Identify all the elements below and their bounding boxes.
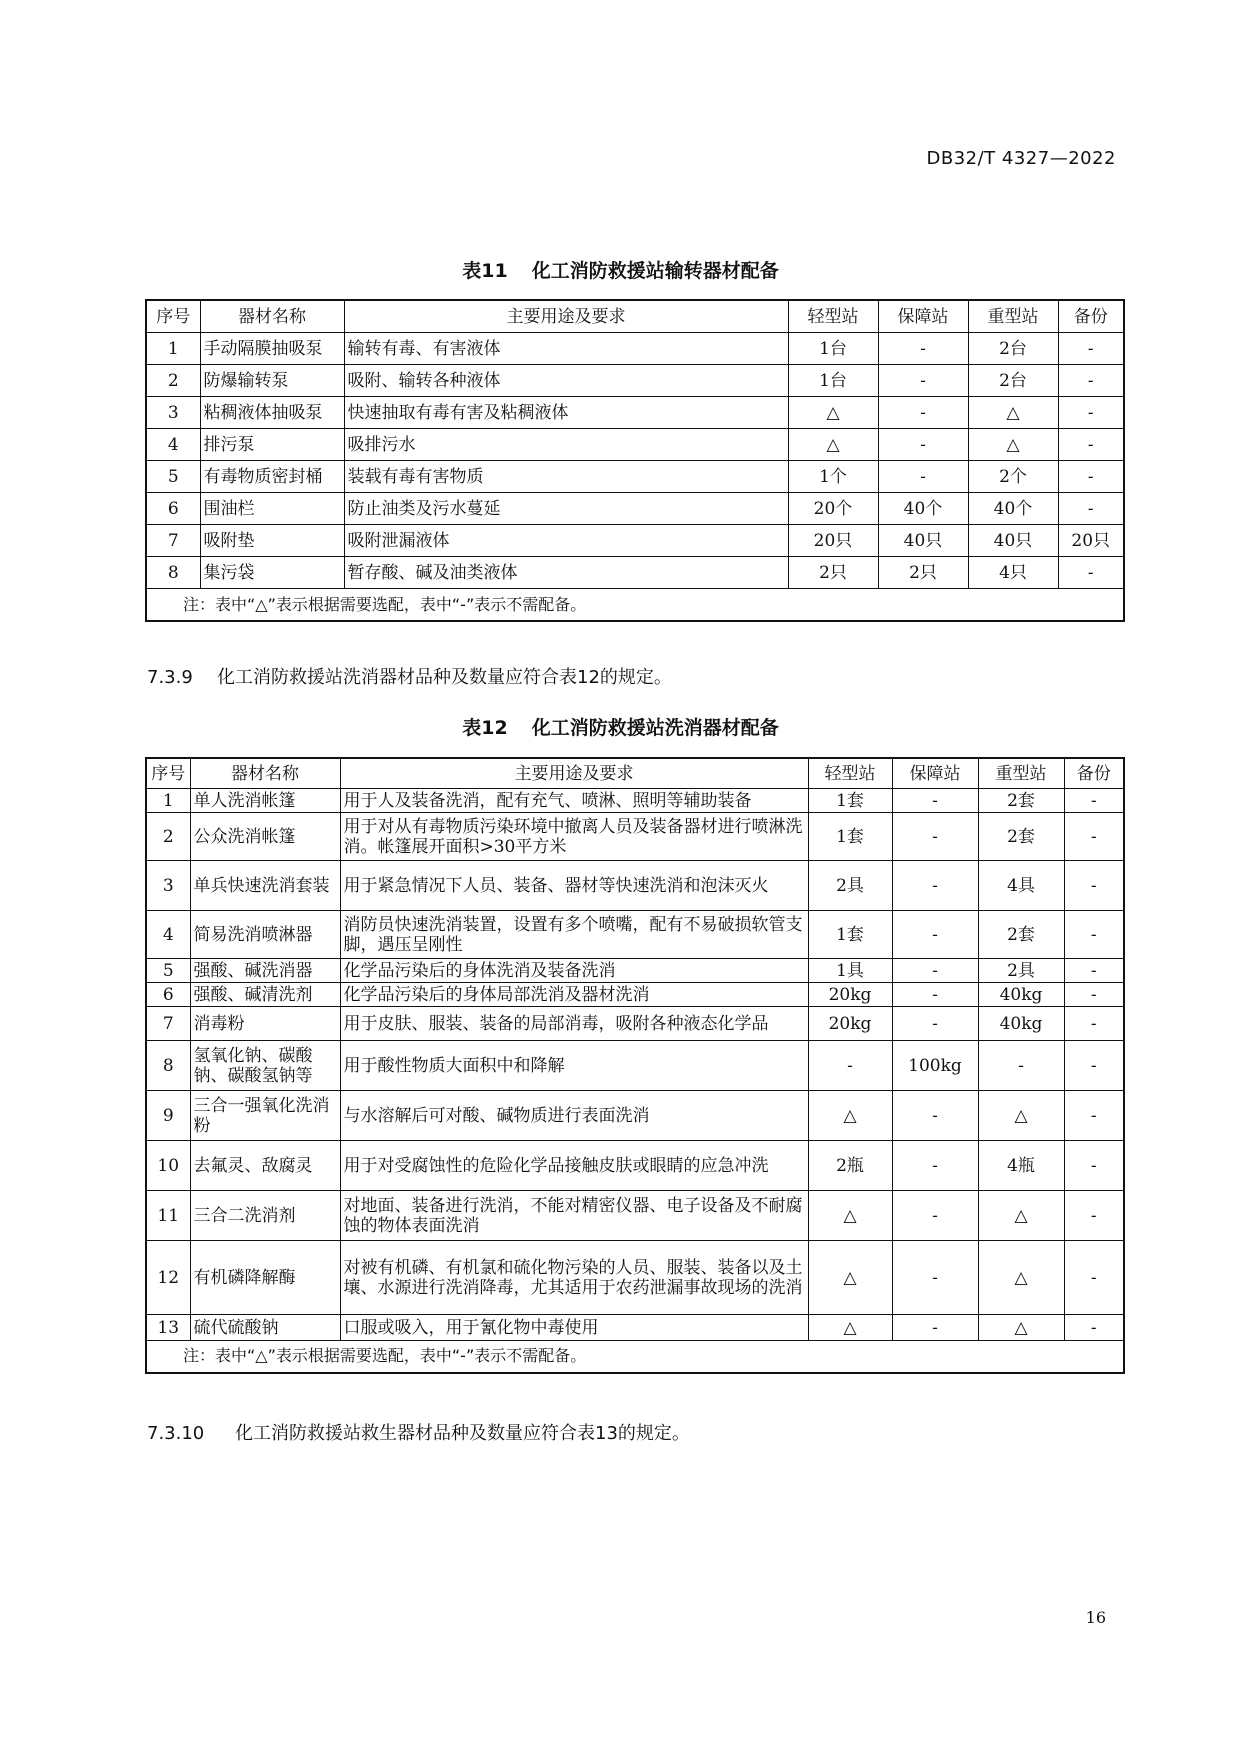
cell: 4只 <box>968 557 1058 589</box>
cell: 用于人及装备洗消，配有充气、喷淋、照明等辅助装备 <box>340 789 808 813</box>
cell: △ <box>808 1241 892 1315</box>
table-row <box>146 959 1124 983</box>
header-cell: 备份 <box>1064 758 1124 789</box>
cell: - <box>1058 461 1124 493</box>
cell: - <box>892 1007 978 1041</box>
cell: 消毒粉 <box>190 1007 340 1041</box>
cell: 40kg <box>978 983 1064 1007</box>
cell: - <box>878 429 968 461</box>
cell: - <box>1064 1007 1124 1041</box>
cell: - <box>892 911 978 959</box>
cell: 2台 <box>968 333 1058 365</box>
table-header-row <box>146 758 1124 789</box>
cell: △ <box>808 1191 892 1241</box>
cell: - <box>1058 397 1124 429</box>
cell: 与水溶解后可对酸、碱物质进行表面洗消 <box>340 1091 808 1141</box>
cell: - <box>1058 365 1124 397</box>
header-cell: 主要用途及要求 <box>344 300 788 333</box>
table12-caption-number: 表12 <box>462 717 508 739</box>
cell: 口服或吸入，用于氰化物中毒使用 <box>340 1315 808 1341</box>
cell: 2只 <box>878 557 968 589</box>
cell: 围油栏 <box>200 493 344 525</box>
cell: 有机磷降解酶 <box>190 1241 340 1315</box>
cell: 对被有机磷、有机氯和硫化物污染的人员、服装、装备以及土壤、水源进行洗消降毒，尤其适用于农药泄漏事故现场的洗消 <box>340 1241 808 1315</box>
cell: 2只 <box>788 557 878 589</box>
table11 <box>145 299 1125 622</box>
cell: 单兵快速洗消套装 <box>190 861 340 911</box>
cell: 吸排污水 <box>344 429 788 461</box>
table-row <box>146 983 1124 1007</box>
cell: 集污袋 <box>200 557 344 589</box>
cell: - <box>1064 813 1124 861</box>
cell: 20个 <box>788 493 878 525</box>
cell: 4瓶 <box>978 1141 1064 1191</box>
table-row <box>146 557 1124 589</box>
cell: 3 <box>146 397 200 429</box>
cell: - <box>1064 983 1124 1007</box>
header-cell: 保障站 <box>892 758 978 789</box>
cell: 4 <box>146 429 200 461</box>
table11-caption-number: 表11 <box>462 260 508 282</box>
cell: - <box>878 461 968 493</box>
header-cell: 器材名称 <box>190 758 340 789</box>
table-row <box>146 429 1124 461</box>
cell: 20kg <box>808 983 892 1007</box>
cell: 手动隔膜抽吸泵 <box>200 333 344 365</box>
cell: 暂存酸、碱及油类液体 <box>344 557 788 589</box>
cell: 7 <box>146 525 200 557</box>
cell: △ <box>788 397 878 429</box>
table12-note: 注：表中“△”表示根据需要选配，表中“-”表示不需配备。 <box>146 1341 1124 1373</box>
cell: 对地面、装备进行洗消，不能对精密仪器、电子设备及不耐腐蚀的物体表面洗消 <box>340 1191 808 1241</box>
cell: 13 <box>146 1315 190 1341</box>
table-row <box>146 1191 1124 1241</box>
cell: 公众洗消帐篷 <box>190 813 340 861</box>
cell: 2具 <box>978 959 1064 983</box>
cell: 化学品污染后的身体局部洗消及器材洗消 <box>340 983 808 1007</box>
cell: △ <box>978 1191 1064 1241</box>
cell: - <box>892 983 978 1007</box>
cell: 简易洗消喷淋器 <box>190 911 340 959</box>
cell: 输转有毒、有害液体 <box>344 333 788 365</box>
cell: 20只 <box>1058 525 1124 557</box>
table-row <box>146 861 1124 911</box>
table12-caption <box>0 713 1241 740</box>
cell: 单人洗消帐篷 <box>190 789 340 813</box>
clause-number: 7.3.9 <box>147 667 193 688</box>
clause-7-3-9 <box>147 663 672 689</box>
header-cell: 保障站 <box>878 300 968 333</box>
cell: 1具 <box>808 959 892 983</box>
cell: △ <box>968 397 1058 429</box>
cell: △ <box>978 1091 1064 1141</box>
header-cell: 序号 <box>146 758 190 789</box>
table-row <box>146 1007 1124 1041</box>
table-note-row <box>146 589 1124 622</box>
header-cell: 轻型站 <box>808 758 892 789</box>
cell: 去氟灵、敌腐灵 <box>190 1141 340 1191</box>
cell: - <box>1064 789 1124 813</box>
cell: - <box>1064 861 1124 911</box>
cell: 消防员快速洗消装置，设置有多个喷嘴，配有不易破损软管支脚，遇压呈刚性 <box>340 911 808 959</box>
cell: - <box>892 813 978 861</box>
cell: - <box>1064 1141 1124 1191</box>
cell: - <box>878 397 968 429</box>
table-note-row <box>146 1341 1124 1373</box>
cell: 8 <box>146 557 200 589</box>
cell: 吸附垫 <box>200 525 344 557</box>
cell: - <box>978 1041 1064 1091</box>
cell: △ <box>968 429 1058 461</box>
table11-caption <box>0 256 1241 283</box>
cell: - <box>892 1141 978 1191</box>
cell: 用于紧急情况下人员、装备、器材等快速洗消和泡沫灭火 <box>340 861 808 911</box>
cell: - <box>892 1191 978 1241</box>
table-row <box>146 493 1124 525</box>
table-header-row <box>146 300 1124 333</box>
cell: 40只 <box>878 525 968 557</box>
header-cell: 轻型站 <box>788 300 878 333</box>
table-row <box>146 1141 1124 1191</box>
header-cell: 序号 <box>146 300 200 333</box>
cell: 快速抽取有毒有害及粘稠液体 <box>344 397 788 429</box>
cell: 排污泵 <box>200 429 344 461</box>
cell: 5 <box>146 959 190 983</box>
cell: - <box>892 1091 978 1141</box>
cell: - <box>878 333 968 365</box>
table11-note: 注：表中“△”表示根据需要选配，表中“-”表示不需配备。 <box>146 589 1124 622</box>
cell: - <box>1064 959 1124 983</box>
cell: 粘稠液体抽吸泵 <box>200 397 344 429</box>
cell: 4 <box>146 911 190 959</box>
cell: 40只 <box>968 525 1058 557</box>
cell: - <box>1064 1191 1124 1241</box>
cell: - <box>1064 1241 1124 1315</box>
cell: 2套 <box>978 813 1064 861</box>
cell: - <box>1058 333 1124 365</box>
cell: 化学品污染后的身体洗消及装备洗消 <box>340 959 808 983</box>
cell: △ <box>788 429 878 461</box>
cell: △ <box>808 1091 892 1141</box>
cell: - <box>892 1241 978 1315</box>
cell: 用于皮肤、服装、装备的局部消毒，吸附各种液态化学品 <box>340 1007 808 1041</box>
cell: - <box>892 959 978 983</box>
clause-text: 化工消防救援站洗消器材品种及数量应符合表12的规定。 <box>217 667 672 688</box>
table-row <box>146 1091 1124 1141</box>
cell: 3 <box>146 861 190 911</box>
cell: - <box>1064 911 1124 959</box>
cell: 2具 <box>808 861 892 911</box>
cell: - <box>878 365 968 397</box>
cell: 氢氧化钠、碳酸钠、碳酸氢钠等 <box>190 1041 340 1091</box>
cell: 2瓶 <box>808 1141 892 1191</box>
cell: 1套 <box>808 911 892 959</box>
cell: 有毒物质密封桶 <box>200 461 344 493</box>
header-cell: 备份 <box>1058 300 1124 333</box>
header-cell: 器材名称 <box>200 300 344 333</box>
cell: 2台 <box>968 365 1058 397</box>
cell: - <box>1064 1041 1124 1091</box>
cell: 6 <box>146 983 190 1007</box>
cell: 用于对受腐蚀性的危险化学品接触皮肤或眼睛的应急冲洗 <box>340 1141 808 1191</box>
cell: 吸附泄漏液体 <box>344 525 788 557</box>
clause-text: 化工消防救援站救生器材品种及数量应符合表13的规定。 <box>235 1423 690 1444</box>
table-row <box>146 789 1124 813</box>
header-cell: 重型站 <box>968 300 1058 333</box>
cell: - <box>1058 429 1124 461</box>
table-row <box>146 525 1124 557</box>
cell: 装载有毒有害物质 <box>344 461 788 493</box>
cell: 2个 <box>968 461 1058 493</box>
cell: 6 <box>146 493 200 525</box>
clause-7-3-10 <box>147 1419 690 1445</box>
table-row <box>146 1041 1124 1091</box>
table12-caption-title: 化工消防救援站洗消器材配备 <box>531 717 779 739</box>
cell: 吸附、输转各种液体 <box>344 365 788 397</box>
page-number: 16 <box>1085 1608 1106 1627</box>
table-row <box>146 365 1124 397</box>
table11-caption-title: 化工消防救援站输转器材配备 <box>531 260 779 282</box>
cell: 20只 <box>788 525 878 557</box>
document-code: DB32/T 4327—2022 <box>926 148 1116 169</box>
cell: 8 <box>146 1041 190 1091</box>
cell: 防止油类及污水蔓延 <box>344 493 788 525</box>
header-cell: 重型站 <box>978 758 1064 789</box>
cell: 用于酸性物质大面积中和降解 <box>340 1041 808 1091</box>
cell: 1台 <box>788 333 878 365</box>
cell: 1 <box>146 789 190 813</box>
cell: 4具 <box>978 861 1064 911</box>
cell: △ <box>978 1315 1064 1341</box>
cell: 2 <box>146 365 200 397</box>
table-row <box>146 1315 1124 1341</box>
cell: 12 <box>146 1241 190 1315</box>
cell: 1 <box>146 333 200 365</box>
cell: 40个 <box>878 493 968 525</box>
cell: - <box>892 1315 978 1341</box>
cell: 7 <box>146 1007 190 1041</box>
cell: 11 <box>146 1191 190 1241</box>
table-row <box>146 461 1124 493</box>
table-row <box>146 333 1124 365</box>
cell: 5 <box>146 461 200 493</box>
table-row <box>146 911 1124 959</box>
cell: 用于对从有毒物质污染环境中撤离人员及装备器材进行喷淋洗消。帐篷展开面积>30平方米 <box>340 813 808 861</box>
cell: 1个 <box>788 461 878 493</box>
clause-number: 7.3.10 <box>147 1423 205 1444</box>
table-row <box>146 1241 1124 1315</box>
cell: 40个 <box>968 493 1058 525</box>
cell: - <box>1064 1091 1124 1141</box>
cell: 100kg <box>892 1041 978 1091</box>
cell: 1套 <box>808 813 892 861</box>
cell: 20kg <box>808 1007 892 1041</box>
cell: △ <box>978 1241 1064 1315</box>
cell: 1套 <box>808 789 892 813</box>
cell: 强酸、碱清洗剂 <box>190 983 340 1007</box>
cell: - <box>892 861 978 911</box>
cell: - <box>892 789 978 813</box>
cell: - <box>1058 493 1124 525</box>
cell: 2套 <box>978 911 1064 959</box>
cell: 9 <box>146 1091 190 1141</box>
table12 <box>145 757 1125 1374</box>
cell: 三合二洗消剂 <box>190 1191 340 1241</box>
header-cell: 主要用途及要求 <box>340 758 808 789</box>
cell: 1台 <box>788 365 878 397</box>
cell: 强酸、碱洗消器 <box>190 959 340 983</box>
table-row <box>146 397 1124 429</box>
cell: - <box>1064 1315 1124 1341</box>
cell: 三合一强氧化洗消粉 <box>190 1091 340 1141</box>
cell: 硫代硫酸钠 <box>190 1315 340 1341</box>
cell: - <box>808 1041 892 1091</box>
cell: 2 <box>146 813 190 861</box>
cell: - <box>1058 557 1124 589</box>
cell: 防爆输转泵 <box>200 365 344 397</box>
cell: 2套 <box>978 789 1064 813</box>
table-row <box>146 813 1124 861</box>
cell: △ <box>808 1315 892 1341</box>
cell: 40kg <box>978 1007 1064 1041</box>
cell: 10 <box>146 1141 190 1191</box>
